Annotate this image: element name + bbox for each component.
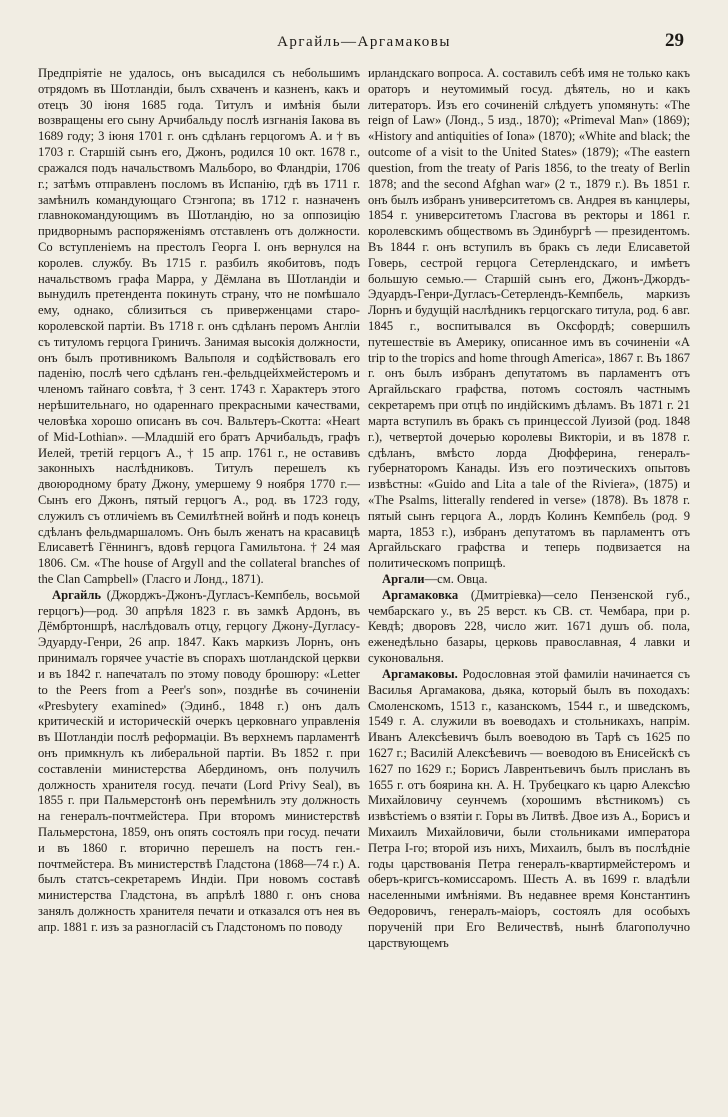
right-column <box>368 66 690 952</box>
article-argamakovy <box>368 667 690 952</box>
article-continuation-paragraph: ирландскаго вопроса. А. составилъ себѣ имя не только какъ ораторъ и неутомимый госуд. дѣятель, но и какъ литераторъ. Изъ его сочиненiй слѣдуетъ упомянуть: «The reign of Law» (Лонд., 5 изд., 1870); «Primeval Man» (1869); «History and antiquities of Iona» (1870); «White and black; the outcome of a visit to the United States» (1879); «The eastern question, from the treaty of Paris 1856, to the treaty of Berlin 1878; and the second Afghan war» (2 т., 1879 г.). Въ 1851 г. онъ былъ избранъ университетомъ св. Андрея въ канцлеры, 1854 г. университетомъ Гласгова въ ректоры и 1861 г. королевскимъ обществомъ въ Эдинбургѣ — президентомъ. Въ 1844 г. онъ вступилъ въ бракъ съ леди Елисаветой Говерь, сестрой герцога Сетерлендскаго, и имѣетъ большую семью.— Старшiй сынъ его, Джонъ-Джордъ-Эдуардъ-Генри-Дугласъ-Сетерлендъ-Кемпбель, маркизъ Лорнъ и будущiй наслѣдникъ герцогскаго титула, род. 6 авг. 1845 г., воспитывался въ Оксфордѣ; совершилъ путешествiе въ Америку, описанное имъ въ сочиненiи «A trip to the tropics and home through America», 1867 г. Въ 1867 г. онъ былъ избранъ депутатомъ въ парламентъ отъ Аргайльскаго графства, потомъ состоялъ частнымъ секретаремъ при отцѣ по индiйскимъ дѣламъ. Въ 1871 г. 21 марта вступилъ въ бракъ съ принцессой Луизой (род. 1848 г.), четвертой дочерью королевы Викторiи, и въ 1878 г. сдѣланъ, вмѣсто лорда Дюфферина, генералъ-губернаторомъ Канады. Изъ его поэтическихъ опытовъ извѣстны: «Guido and Lita a tale of the Riviera», (1875) и «The Psalms, litterally rendered in verse» (1878). Въ 1878 г. пятый сынъ герцога А., лордъ Колинъ Кемпбель (род. 9 марта, 1853 г.), избранъ депутатомъ въ парламентъ отъ Аргайльскаго графства и теперь подвизается на политическомъ поприщѣ. <box>368 66 690 571</box>
article-body: —см. Овца. <box>424 572 488 586</box>
left-column <box>38 66 360 936</box>
running-header: Аргайль—Аргамаковы <box>277 34 451 50</box>
article-argali <box>368 572 690 588</box>
article-body: (Дмитрiевка)—село Пензенской губ., чембарскаго у., въ 25 верст. къ СВ. ст. Чембара, при р. Кевдѣ; дворовъ 228, число жит. 1671 душъ об. пола, еженедѣльно базары, церковь православная, 4 лавки и суконовальня. <box>368 587 690 666</box>
article-argamakovka <box>368 588 690 667</box>
article-argyll-8th-duke <box>38 588 360 936</box>
article-body: Родословная этой фамилiи начинается съ Василья Аргамакова, дьяка, который былъ въ походахъ: Смоленскомъ, 1513 г., казанскомъ, 1544 г., и шведскомъ, 1549 г. А. служили въ воеводахъ и стольникахъ, напрiм. Иванъ Алексѣевичъ былъ воеводою въ Тарѣ съ 1625 по 1627 г.; Василiй Алексѣевичъ — воеводою въ Енисейскѣ съ 1627 по 1629 г.; Борисъ Лаврентьевичъ былъ присланъ въ 1655 г. отъ боярина кн. А. Н. Трубецкаго къ царю Алексѣю Михайловичу сеунчемъ (хорошимъ вѣстникомъ) съ извѣстiемъ о взятiи г. Горы въ Литвѣ. Двое изъ А., Борисъ и Михаилъ Михайловичи, были стольниками императора Петра I-го; второй изъ нихъ, Михаилъ, былъ въ послѣднiе годы царствованiя Петра генералъ-квартирмейстеромъ и оберъ-кригсъ-комиссаромъ. Шесть А. въ 1699 г. владѣли населенными имѣнiями. Въ недавнее время Константинъ Өедоровичъ, генералъ-маiоръ, состоялъ для особыхъ порученiй при Его Величествѣ, нынѣ благополучно царствующемъ <box>368 666 690 950</box>
headword-argamakovka: Аргамаковка <box>382 587 459 602</box>
headword-argamakovy: Аргамаковы. <box>382 666 458 681</box>
page-number: 29 <box>665 30 684 51</box>
article-body: (Джорджъ-Джонъ-Дугласъ-Кемпбель, восьмой герцогъ)—род. 30 апрѣля 1823 г. въ замкѣ Ардонъ, въ Дёмбртоншрѣ, наслѣдовалъ отцу, герцогу Джону-Дугласу-Эдуарду-Генри, 26 апр. 1847. Какъ маркизъ Лорнъ, онъ принималъ горячее участiе въ спорахъ шотландской церкви и въ 1842 г. напечаталъ по этому поводу брошюру: «Letter to the Peers from a Peer's son», позднѣе въ сочиненiи «Presbytery examined» (Эдинб., 1848 г.) онъ далъ критическiй и историческiй очеркъ церковнаго управленiя въ Шотландiи послѣ реформацiи. Въ верхнемъ парламентѣ онъ примкнулъ къ либеральной партiи. Въ 1852 г. при составленiи министерства Абердиномъ, онъ получилъ должность хранителя госуд. печати (Lord Privy Seal), въ 1855 г. при Пальмерстонѣ онъ перемѣнилъ эту должность на генералъ-почтмейстера. При второмъ министерствѣ Пальмерстона, 1859, онъ опять состоялъ при госуд. печати и въ 1860 г. вторично перешелъ на постъ ген.-почтмейстера. Въ министерствѣ Гладстона (1868—74 г.) А. былъ статсъ-секретаремъ Индiи. При новомъ составѣ министерства Гладстона, въ апрѣлѣ 1880 г. онъ снова занялъ должность хранителя печати и отказался отъ нея въ апр. 1881 г. изъ за разногласiй съ Гладстономъ по поводу <box>38 587 360 934</box>
headword-argali: Аргали <box>382 572 425 586</box>
article-continuation-paragraph: Предпрiятiе не удалось, онъ высадился съ небольшимъ отрядомъ въ Шотландiи, былъ схваченъ и казненъ, какъ и отецъ 30 iюня 1685 года. Титулъ и имѣнiя были возвращены его сыну Арчибальду послѣ изгнанiя Iакова въ 1689 году; 3 iюня 1701 г. онъ сдѣланъ герцогомъ А. и † въ 1703 г. Старшiй сынъ его, Джонъ, родился 10 окт. 1678 г., сражался подъ начальствомъ Мальборо, во Фландрiи, 1706 г.; затѣмъ отправленъ посломъ въ Испанiю, гдѣ въ 1711 г. замѣнилъ командующаго Стэнгопа; въ 1712 г. назначенъ главнокомандующимъ въ Шотландiю, но за оппозицiю придворнымъ распоряженiямъ отставленъ отъ должности. Со вступленiемъ на престолъ Георга I. онъ вернулся на королев. службу. Въ 1715 г. разбилъ якобитовъ, подъ начальствомъ графа Марра, у Дёмлана въ Шотландiи и вынудилъ претендента покинуть страну, что не помѣшало ему, однако, сблизиться съ приверженцами старо-королевской партiи. Въ 1718 г. онъ сдѣланъ перомъ Англiи съ титуломъ герцога Гриничъ. Занимая высокiя должности, онъ былъ противникомъ Вальполя и содѣйствовалъ его паденiю, послѣ чего сдѣланъ ген.-фельдцейхмейстеромъ и членомъ тайнаго совѣта, † 3 сент. 1743 г. Характеръ этого нерѣшительнаго, но одареннаго прекрасными качествами, человѣка хорошо описанъ въ соч. Вальтеръ-Скотта: «Heart of Mid-Lothian». —Младшiй его братъ Арчибальдъ, графъ Иелей, третiй герцогъ А., † 15 апр. 1761 г., не оставивъ законныхъ наслѣдниковъ. Титулъ перешелъ къ двоюродному брату Джону, умершему 9 ноября 1770 г.—Сынъ его Джонъ, пятый герцогъ А., род. въ 1723 году, служилъ съ отличiемъ въ Семилѣтней войнѣ и подъ конецъ сдѣланъ фельдмаршаломъ. Онъ былъ женатъ на красавицѣ Елисаветѣ Гённингъ, вдовѣ герцога Гамильтона. † 24 мая 1806. См. «The house of Argyll and the collateral branches of the Clan Campbell» (Гласго и Лонд., 1871). <box>38 66 360 586</box>
headword-argyll: Аргайль <box>52 587 102 602</box>
